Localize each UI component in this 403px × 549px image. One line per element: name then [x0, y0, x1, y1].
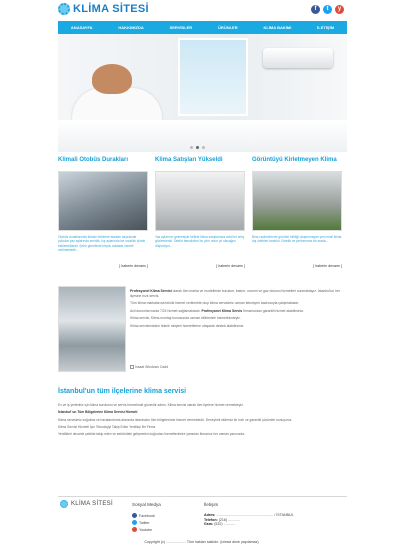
read-more-link[interactable]: [ haberin devamı ]: [119, 264, 148, 268]
nav-item-maintenance[interactable]: KLİMA BAKIMI: [263, 25, 292, 30]
phone-label: Telefon:: [204, 517, 218, 522]
footer-facebook-link[interactable]: [132, 513, 192, 518]
address-label: Adres:: [204, 513, 216, 517]
paragraph: Yenilikleri devamlı şekilde takip eden ve sektördeki gelişmeleri doğrudan hizmetlerimize yansıtan firmamız her zaman yanınızda.: [58, 432, 245, 437]
sun-logo-icon: [58, 3, 70, 15]
copyright: Copyright (c) .................... Tüm hakları saklıdır. (izinsiz alıntı yapılamaz): [144, 540, 259, 544]
paragraph: Klima servisi, Klima montajı konusunda uzman ekibimizle hizmetinizdeyiz.: [130, 316, 241, 321]
paragraph: [130, 289, 347, 298]
slider-dot[interactable]: [202, 146, 205, 149]
text: Acil durumlarınızda 7/24 hizmet sağlamaktadır.: [130, 308, 202, 313]
broken-image-alt: İnsaat Windows Cadd: [135, 365, 168, 369]
nav-item-contact[interactable]: İLETİŞİM: [317, 25, 335, 30]
footer-contact-title: İletişim: [204, 502, 219, 507]
news-image[interactable]: [155, 171, 245, 231]
text: firmamızdan garantili hizmet alabilirsiniz.: [242, 308, 304, 313]
footer-facebook-label: Facebook: [139, 513, 155, 518]
phone-value: (216) ............: [218, 517, 241, 522]
footer-youtube-label: Youtube: [139, 527, 153, 532]
news-card: [58, 157, 148, 268]
news-excerpt: Yaz aylarının gelmesiyle birlikte klima satışlarında ciddi bir artış gözlemlendi. Sektör temsilcileri bu yılın rekor yıl olacağını düşünüyor...: [155, 235, 245, 248]
news-image[interactable]: [58, 171, 148, 231]
ventilation-image: [58, 286, 126, 372]
youtube-icon: [132, 527, 137, 532]
paragraph: Tüm klima markalarına teknik hizmet verilmekte olup klima servisimiz uzman teknisyen kadrosuyla çalışmaktadır.: [130, 301, 300, 306]
section-body: [58, 403, 347, 439]
service-description: [130, 289, 347, 332]
contact-gsm: [204, 522, 294, 527]
broken-image: [130, 365, 168, 369]
news-image[interactable]: [252, 171, 342, 231]
youtube-icon[interactable]: y: [335, 5, 344, 14]
news-card: [155, 157, 245, 268]
paragraph: Klima servisimizden teknik müşteri hizmetlerine ulaşarak destek alabilirsiniz.: [130, 323, 245, 328]
section-title: İstanbul'un tüm ilçelerine klima servisi: [58, 388, 187, 395]
bold-text: Profesyonel Klima Servis: [201, 308, 243, 313]
facebook-icon: [132, 513, 137, 518]
news-title[interactable]: Görüntüyü Kirletmeyen Klima: [252, 157, 337, 163]
air-conditioner-image: [263, 48, 333, 68]
read-more-link[interactable]: [ haberin devamı ]: [313, 264, 342, 268]
broken-image-icon: [130, 365, 134, 369]
slider-dot-active[interactable]: [196, 146, 199, 149]
nav-item-products[interactable]: ÜRÜNLER: [218, 25, 238, 30]
nav-item-home[interactable]: ANASAYFA: [70, 25, 93, 30]
hero-window-image: [178, 38, 248, 116]
paragraph: Klima Servisi Hizmeti İçin Teknolojiyi Takip Eden Yenilikçi Bir Firma: [58, 424, 156, 429]
gsm-label: Gsm:: [204, 522, 214, 527]
footer-youtube-link[interactable]: [132, 527, 192, 532]
news-excerpt: Otobüs duraklarında klimalı bekleme alanları sayesinde yolcular yaz aylarında serinlik, kış aylarında ise sıcaklık içinde beklemektedir. Şehir genelinde birçok noktada hizmet verilmektedir...: [58, 235, 146, 252]
address-value: ......................................................... / İSTANBUL: [216, 513, 294, 517]
read-more-link[interactable]: [ haberin devamı ]: [216, 264, 245, 268]
facebook-icon[interactable]: f: [311, 5, 320, 14]
footer-contact-info: [204, 513, 294, 527]
gsm-value: (532) ............: [214, 522, 236, 527]
bold-text: Profesyonel Klima Servisi: [130, 289, 172, 293]
paragraph: Klima servisimiz soğutma ve havalandırma alanında istanbulun tüm bölgelerinde hizmet vermektedir. Deneyimli ekibimiz ile hızlı ve garantili çözümler sunuyoruz.: [58, 417, 293, 422]
news-card: [252, 157, 342, 268]
twitter-icon[interactable]: t: [323, 5, 332, 14]
news-title[interactable]: Klimali Otobüs Durakları: [58, 157, 129, 163]
footer-twitter-label: Twitter: [139, 520, 150, 525]
news-title[interactable]: Klima Satışları Yükseldi: [155, 157, 223, 163]
footer-twitter-link[interactable]: [132, 520, 192, 525]
footer-logo-text: KLİMA SİTESİ: [71, 501, 113, 507]
nav-item-about[interactable]: HAKKIMIZDA: [118, 25, 144, 30]
subheading: İstanbul' un Tüm Bölgelerine Klima Servisi Hizmeti: [58, 410, 138, 415]
twitter-icon: [132, 520, 137, 525]
footer-social-title: Sosyal Medya: [132, 502, 161, 507]
footer-divider: [58, 496, 347, 497]
logo-text: KLİMA SİTESİ: [73, 3, 149, 15]
hero-person-head: [92, 64, 132, 94]
logo[interactable]: [58, 3, 149, 15]
slider-dots: [190, 146, 205, 149]
footer-logo[interactable]: [60, 500, 113, 508]
header: [0, 0, 403, 20]
paragraph: [130, 309, 347, 314]
main-nav: [58, 21, 347, 34]
news-excerpt: Bina cephelerinde görüntü kirliliği oluşturmayan yeni nesil klima dış üniteleri tanıtıldı. Estetik ve performans bir arada...: [252, 235, 342, 244]
paragraph: Ev ve iş yerleriniz için klima kurulumu ve servis hizmetinde güvenilir adres. Klima servisi olarak tüm ilçelere hizmet vermekteyiz.: [58, 403, 244, 407]
hero-slider[interactable]: [58, 34, 347, 152]
slider-dot[interactable]: [190, 146, 193, 149]
nav-item-services[interactable]: SERVİSLER: [169, 25, 193, 30]
text: olarak tüm marka ve modellerde kurulum, bakım, onarım ve gaz dolumu hizmetleri sunmaktayız. İstanbul'un her ilçesine hızlı servis.: [130, 289, 341, 298]
sun-logo-icon: [60, 500, 68, 508]
